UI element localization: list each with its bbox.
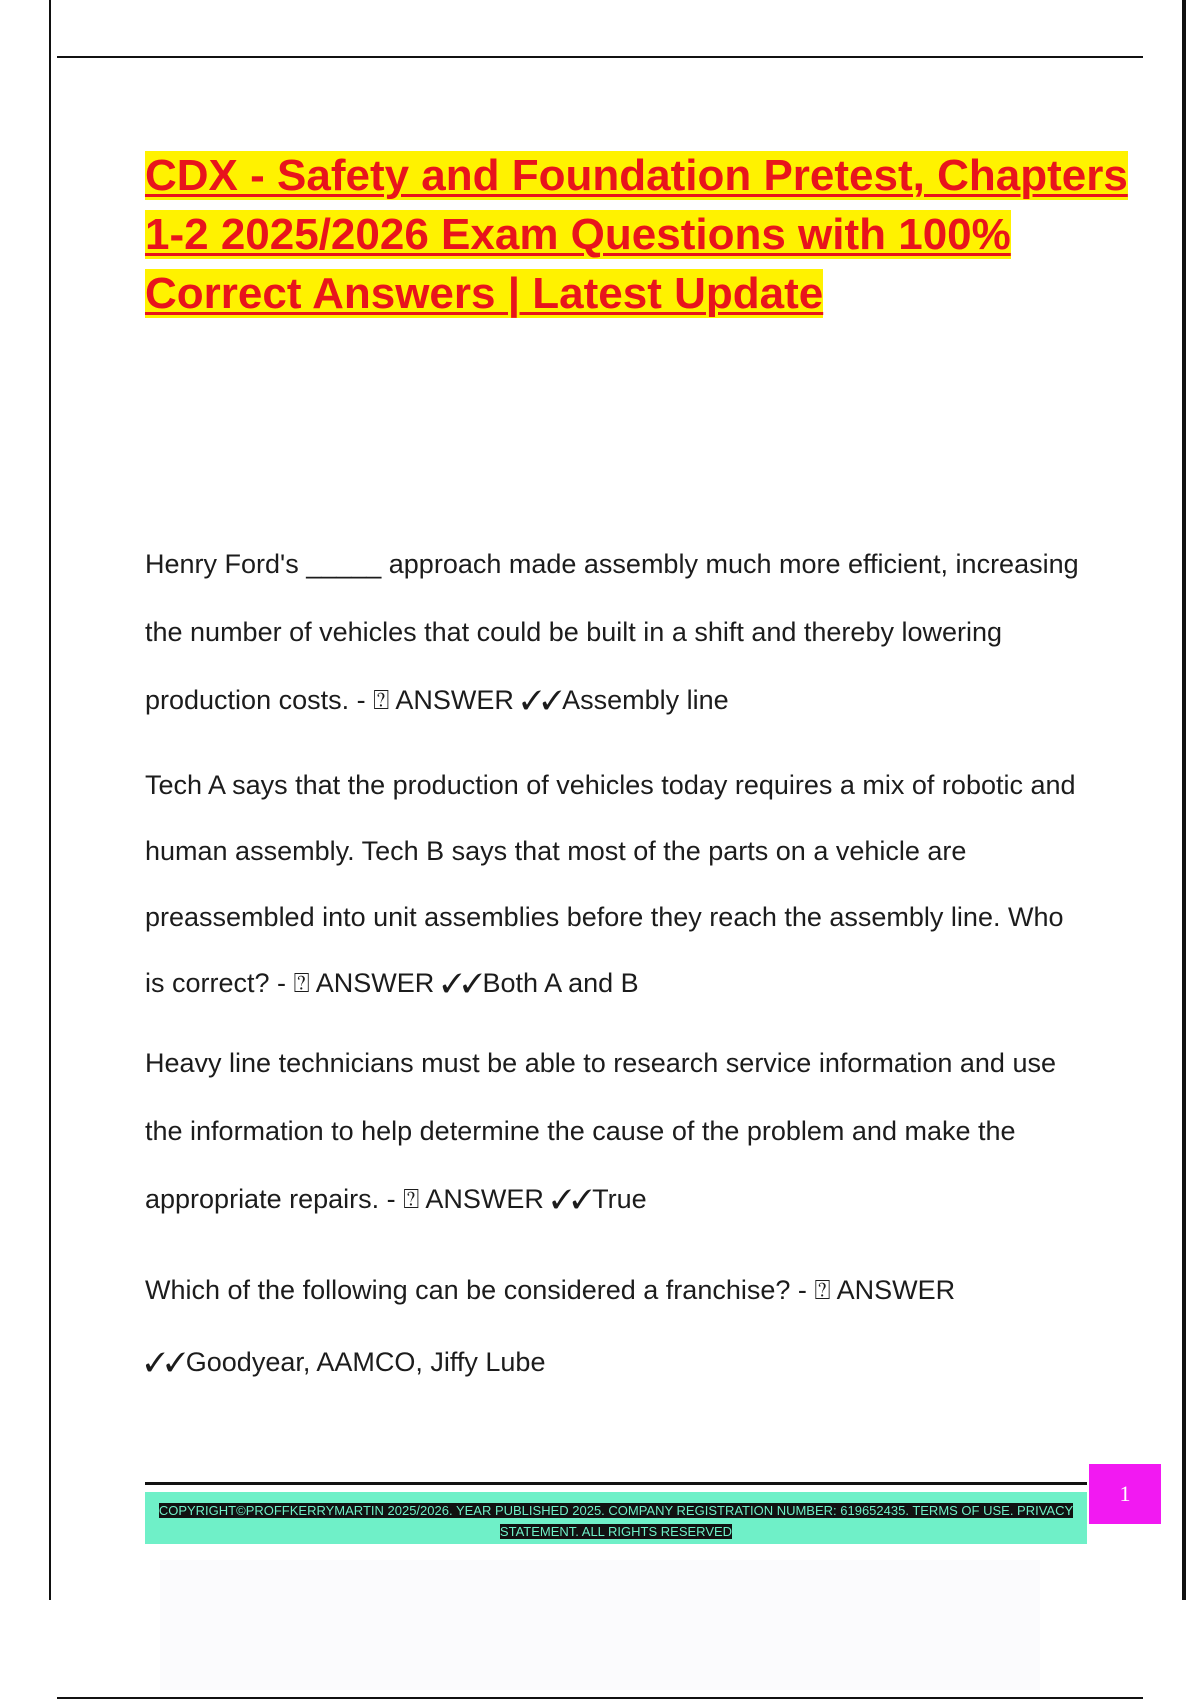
page-border-left	[49, 0, 51, 1600]
page-bottom-area	[160, 1560, 1040, 1690]
footer-copyright-text: COPYRIGHT©PROFFKERRYMARTIN 2025/2026. YEAR PUBLISHED 2025. COMPANY REGISTRATION NUMBER: 619652435. TERMS OF USE. PRIVACY STATEMENT. ALL RIGHTS RESERVED	[158, 1503, 1074, 1539]
question-answer-4: Which of the following can be considered a franchise? - ⍰ ANSWER ✓✓Goodyear, AAMCO, Jiffy Lube	[145, 1275, 956, 1377]
question-answer-2: Tech A says that the production of vehicles today requires a mix of robotic and human assembly. Tech B says that most of the parts on a vehicle are preassembled into unit assemblies before they reach the assembly line. Who is correct? - ⍰ ANSWER ✓✓Both A and B	[145, 770, 1076, 998]
question-answer-1: Henry Ford's _____ approach made assembly much more efficient, increasing the number of vehicles that could be built in a shift and thereby lowering production costs. - ⍰ ANSWER ✓✓Assembly line	[145, 549, 1079, 715]
page-border-right	[1182, 0, 1186, 1600]
document-title-text: CDX - Safety and Foundation Pretest, Chapters 1-2 2025/2026 Exam Questions with 100% Correct Answers | Latest Update	[145, 151, 1128, 318]
question-answer-3: Heavy line technicians must be able to research service information and use the information to help determine the cause of the problem and make the appropriate repairs. - ⍰ ANSWER ✓✓True	[145, 1048, 1056, 1214]
footer-rule	[145, 1482, 1087, 1485]
bottom-rule	[57, 1697, 1143, 1699]
footer-copyright-band	[145, 1492, 1087, 1544]
header-rule	[57, 56, 1143, 58]
footer-copyright	[156, 1500, 1076, 1542]
page-number-badge: 1	[1089, 1464, 1161, 1524]
document-title	[145, 146, 1145, 323]
